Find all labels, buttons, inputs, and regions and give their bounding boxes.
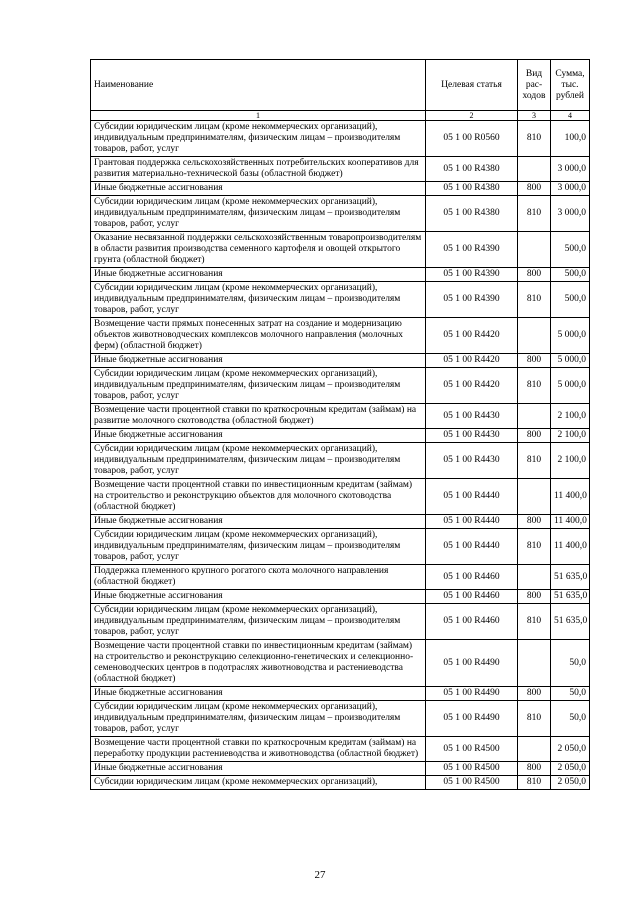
row-sum: 2 100,0 xyxy=(551,404,590,429)
row-code: 05 1 00 R4390 xyxy=(426,282,518,318)
row-code: 05 1 00 R4500 xyxy=(426,762,518,776)
row-kind: 800 xyxy=(518,762,551,776)
table-row xyxy=(91,604,590,640)
table-row xyxy=(91,318,590,354)
row-name: Субсидии юридическим лицам (кроме некоммерческих организаций), индивидуальным предпринимателям, физическим лицам – производителям товаров, работ, услуг xyxy=(91,368,426,404)
table-row xyxy=(91,776,590,790)
row-code: 05 1 00 R4430 xyxy=(426,429,518,443)
row-sum: 11 400,0 xyxy=(551,515,590,529)
column-index-1: 1 xyxy=(91,111,426,121)
table-row xyxy=(91,157,590,182)
row-code: 05 1 00 R4430 xyxy=(426,443,518,479)
row-kind: 810 xyxy=(518,701,551,737)
row-sum: 11 400,0 xyxy=(551,529,590,565)
row-sum: 500,0 xyxy=(551,232,590,268)
row-sum: 500,0 xyxy=(551,282,590,318)
row-kind: 800 xyxy=(518,515,551,529)
row-kind: 810 xyxy=(518,776,551,790)
row-sum: 5 000,0 xyxy=(551,318,590,354)
table-row xyxy=(91,565,590,590)
row-name: Иные бюджетные ассигнования xyxy=(91,354,426,368)
row-kind: 800 xyxy=(518,687,551,701)
row-kind: 800 xyxy=(518,429,551,443)
row-code: 05 1 00 R4420 xyxy=(426,354,518,368)
table-body xyxy=(91,121,590,790)
row-name: Оказание несвязанной поддержки сельскохозяйственным товаропроизводителям в области развития производства семенного картофеля и овощей открытого грунта (областной бюджет) xyxy=(91,232,426,268)
table-row xyxy=(91,590,590,604)
row-name: Возмещение части прямых понесенных затрат на создание и модернизацию объектов животноводческих комплексов молочного направления (молочных ферм) (областной бюджет) xyxy=(91,318,426,354)
table-row xyxy=(91,640,590,687)
table-header-row xyxy=(91,60,590,111)
row-name: Иные бюджетные ассигнования xyxy=(91,687,426,701)
row-sum: 3 000,0 xyxy=(551,182,590,196)
row-name: Грантовая поддержка сельскохозяйственных потребительских кооперативов для развития материально-технической базы (областной бюджет) xyxy=(91,157,426,182)
budget-table xyxy=(90,59,590,790)
header-kind: Вид рас-ходов xyxy=(518,60,551,111)
table-row xyxy=(91,762,590,776)
row-kind xyxy=(518,157,551,182)
row-name: Субсидии юридическим лицам (кроме некоммерческих организаций), xyxy=(91,776,426,790)
page-number: 27 xyxy=(314,869,326,881)
row-sum: 2 050,0 xyxy=(551,776,590,790)
row-sum: 100,0 xyxy=(551,121,590,157)
row-name: Возмещение части процентной ставки по инвестиционным кредитам (займам) на строительство и реконструкцию объектов для молочного скотоводства (областной бюджет) xyxy=(91,479,426,515)
column-index-3: 3 xyxy=(518,111,551,121)
row-name: Иные бюджетные ассигнования xyxy=(91,515,426,529)
row-kind xyxy=(518,479,551,515)
table-row xyxy=(91,443,590,479)
row-code: 05 1 00 R4460 xyxy=(426,604,518,640)
table-row xyxy=(91,196,590,232)
row-kind: 810 xyxy=(518,282,551,318)
row-name: Иные бюджетные ассигнования xyxy=(91,762,426,776)
row-sum: 50,0 xyxy=(551,701,590,737)
table-row xyxy=(91,737,590,762)
row-code: 05 1 00 R4390 xyxy=(426,268,518,282)
column-index-row xyxy=(91,111,590,121)
table-row xyxy=(91,232,590,268)
row-name: Возмещение части процентной ставки по краткосрочным кредитам (займам) на развитие молочного скотоводства (областной бюджет) xyxy=(91,404,426,429)
row-sum: 5 000,0 xyxy=(551,354,590,368)
row-sum: 2 050,0 xyxy=(551,762,590,776)
row-sum: 50,0 xyxy=(551,687,590,701)
row-kind xyxy=(518,640,551,687)
header-code: Целевая статья xyxy=(426,60,518,111)
row-name: Субсидии юридическим лицам (кроме некоммерческих организаций), индивидуальным предпринимателям, физическим лицам – производителям товаров, работ, услуг xyxy=(91,196,426,232)
table-row xyxy=(91,429,590,443)
row-kind: 810 xyxy=(518,121,551,157)
row-code: 05 1 00 R4440 xyxy=(426,479,518,515)
row-sum: 2 050,0 xyxy=(551,737,590,762)
row-code: 05 1 00 R4490 xyxy=(426,687,518,701)
row-name: Иные бюджетные ассигнования xyxy=(91,182,426,196)
row-kind xyxy=(518,737,551,762)
row-code: 05 1 00 R4500 xyxy=(426,776,518,790)
row-name: Иные бюджетные ассигнования xyxy=(91,268,426,282)
row-code: 05 1 00 R4500 xyxy=(426,737,518,762)
table-row xyxy=(91,354,590,368)
row-code: 05 1 00 R4420 xyxy=(426,368,518,404)
row-sum: 3 000,0 xyxy=(551,196,590,232)
row-sum: 11 400,0 xyxy=(551,479,590,515)
row-code: 05 1 00 R4380 xyxy=(426,196,518,232)
row-code: 05 1 00 R4460 xyxy=(426,590,518,604)
table-row xyxy=(91,182,590,196)
row-sum: 5 000,0 xyxy=(551,368,590,404)
row-sum: 2 100,0 xyxy=(551,443,590,479)
row-sum: 51 635,0 xyxy=(551,565,590,590)
row-name: Субсидии юридическим лицам (кроме некоммерческих организаций), индивидуальным предпринимателям, физическим лицам – производителям товаров, работ, услуг xyxy=(91,604,426,640)
row-kind xyxy=(518,565,551,590)
row-name: Субсидии юридическим лицам (кроме некоммерческих организаций), индивидуальным предпринимателям, физическим лицам – производителям товаров, работ, услуг xyxy=(91,701,426,737)
row-sum: 3 000,0 xyxy=(551,157,590,182)
row-name: Возмещение части процентной ставки по краткосрочным кредитам (займам) на переработку продукции растениеводства и животноводства (областной бюджет) xyxy=(91,737,426,762)
header-sum: Сумма, тыс. рублей xyxy=(551,60,590,111)
row-kind: 810 xyxy=(518,604,551,640)
table-row xyxy=(91,479,590,515)
row-name: Поддержка племенного крупного рогатого скота молочного направления (областной бюджет) xyxy=(91,565,426,590)
row-kind xyxy=(518,404,551,429)
row-sum: 51 635,0 xyxy=(551,590,590,604)
row-kind: 810 xyxy=(518,196,551,232)
row-kind: 800 xyxy=(518,268,551,282)
table-row xyxy=(91,687,590,701)
row-kind: 810 xyxy=(518,529,551,565)
row-code: 05 1 00 R4380 xyxy=(426,157,518,182)
row-kind: 800 xyxy=(518,590,551,604)
row-code: 05 1 00 R4380 xyxy=(426,182,518,196)
row-code: 05 1 00 R4430 xyxy=(426,404,518,429)
row-kind: 810 xyxy=(518,443,551,479)
table-row xyxy=(91,404,590,429)
header-name: Наименование xyxy=(91,60,426,111)
row-kind: 800 xyxy=(518,182,551,196)
row-code: 05 1 00 R4390 xyxy=(426,232,518,268)
row-name: Субсидии юридическим лицам (кроме некоммерческих организаций), индивидуальным предпринимателям, физическим лицам – производителям товаров, работ, услуг xyxy=(91,282,426,318)
row-code: 05 1 00 R4460 xyxy=(426,565,518,590)
row-sum: 50,0 xyxy=(551,640,590,687)
row-code: 05 1 00 R4440 xyxy=(426,529,518,565)
row-name: Иные бюджетные ассигнования xyxy=(91,590,426,604)
table-row xyxy=(91,368,590,404)
row-kind xyxy=(518,318,551,354)
row-kind: 800 xyxy=(518,354,551,368)
row-code: 05 1 00 R4440 xyxy=(426,515,518,529)
table-row xyxy=(91,121,590,157)
table-row xyxy=(91,515,590,529)
row-name: Иные бюджетные ассигнования xyxy=(91,429,426,443)
row-sum: 2 100,0 xyxy=(551,429,590,443)
row-kind xyxy=(518,232,551,268)
row-sum: 51 635,0 xyxy=(551,604,590,640)
row-code: 05 1 00 R0560 xyxy=(426,121,518,157)
column-index-2: 2 xyxy=(426,111,518,121)
row-name: Возмещение части процентной ставки по инвестиционным кредитам (займам) на строительство и реконструкцию селекционно-генетических и селекционно-семеноводческих центров в подотраслях животноводства и растениеводства (областной бюджет) xyxy=(91,640,426,687)
row-sum: 500,0 xyxy=(551,268,590,282)
row-name: Субсидии юридическим лицам (кроме некоммерческих организаций), индивидуальным предпринимателям, физическим лицам – производителям товаров, работ, услуг xyxy=(91,121,426,157)
row-code: 05 1 00 R4490 xyxy=(426,701,518,737)
table-row xyxy=(91,701,590,737)
row-name: Субсидии юридическим лицам (кроме некоммерческих организаций), индивидуальным предпринимателям, физическим лицам – производителям товаров, работ, услуг xyxy=(91,529,426,565)
row-code: 05 1 00 R4490 xyxy=(426,640,518,687)
row-kind: 810 xyxy=(518,368,551,404)
row-name: Субсидии юридическим лицам (кроме некоммерческих организаций), индивидуальным предпринимателям, физическим лицам – производителям товаров, работ, услуг xyxy=(91,443,426,479)
column-index-4: 4 xyxy=(551,111,590,121)
row-code: 05 1 00 R4420 xyxy=(426,318,518,354)
table-row xyxy=(91,282,590,318)
table-row xyxy=(91,268,590,282)
table-row xyxy=(91,529,590,565)
